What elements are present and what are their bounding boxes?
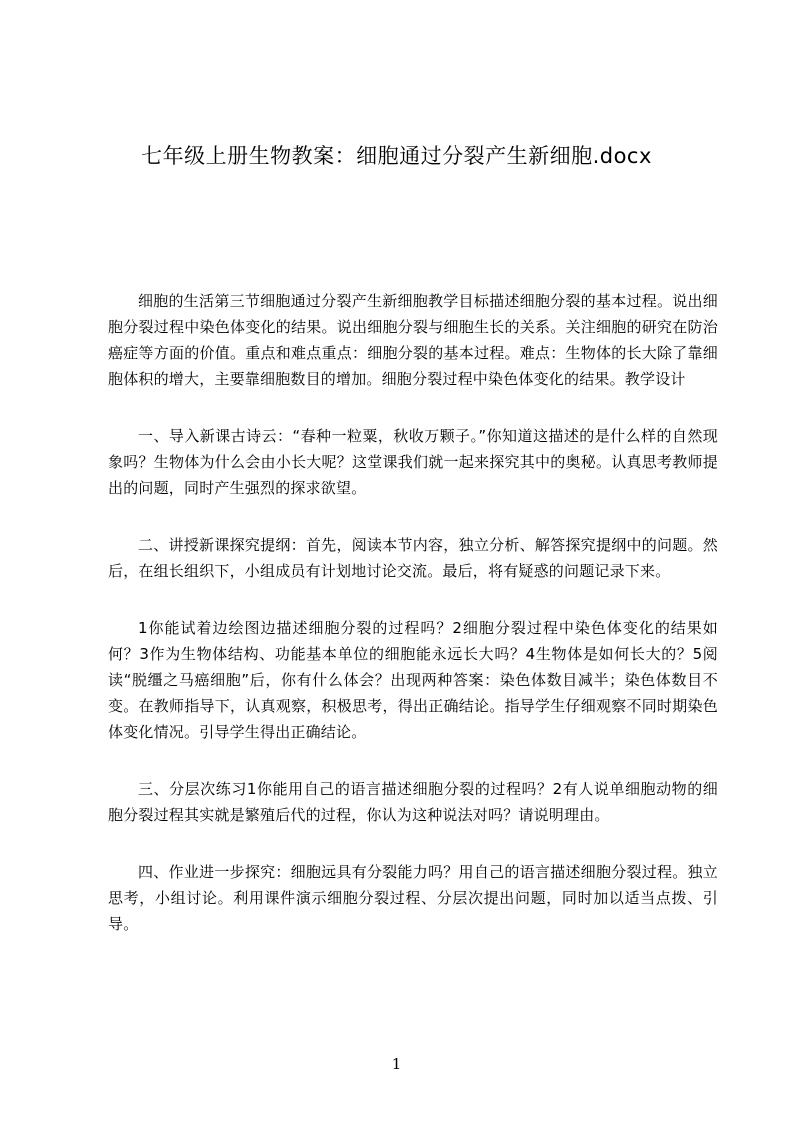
document-body — [108, 288, 718, 968]
paragraph-introduction: 一、导入新课古诗云：“春种一粒粟，秋收万颗子。”你知道这描述的是什么样的自然现象吗？生物体为什么会由小长大呢？这堂课我们就一起来探究其中的奥秘。认真思考教师提出的问题，同时产生强烈的探求欲望。 — [108, 427, 718, 497]
document-title: 七年级上册生物教案：细胞通过分裂产生新细胞.docx — [141, 144, 652, 168]
paragraph-exercises: 三、分层次练习1你能用自己的语言描述细胞分裂的过程吗？2有人说单细胞动物的细胞分裂过程其实就是繁殖后代的过程，你认为这种说法对吗？请说明理由。 — [108, 780, 718, 824]
page-number: 1 — [391, 1055, 402, 1073]
paragraph-objectives: 细胞的生活第三节细胞通过分裂产生新细胞教学目标描述细胞分裂的基本过程。说出细胞分裂过程中染色体变化的结果。说出细胞分裂与细胞生长的关系。关注细胞的研究在防治癌症等方面的价值。重点和难点重点：细胞分裂的基本过程。难点：生物体的长大除了靠细胞体积的增大，主要靠细胞数目的增加。细胞分裂过程中染色体变化的结果。教学设计 — [108, 292, 718, 388]
paragraph-questions: 1你能试着边绘图边描述细胞分裂的过程吗？2细胞分裂过程中染色体变化的结果如何？3作为生物体结构、功能基本单位的细胞能永远长大吗？4生物体是如何长大的？5阅读“脱缰之马癌细胞”后，你有什么体会？出现两种答案：染色体数目减半；染色体数目不变。在教师指导下，认真观察，积极思考，得出正确结论。指导学生仔细观察不同时期染色体变化情况。引导学生得出正确结论。 — [108, 619, 718, 741]
paragraph-new-lesson: 二、讲授新课探究提纲：首先，阅读本节内容，独立分析、解答探究提纲中的问题。然后，在组长组织下，小组成员有计划地讨论交流。最后，将有疑惑的问题记录下来。 — [108, 536, 718, 580]
paragraph-homework: 四、作业进一步探究：细胞远具有分裂能力吗？用自己的语言描述细胞分裂过程。独立思考，小组讨论。利用课件演示细胞分裂过程、分层次提出问题，同时加以适当点拨、引导。 — [108, 863, 718, 933]
